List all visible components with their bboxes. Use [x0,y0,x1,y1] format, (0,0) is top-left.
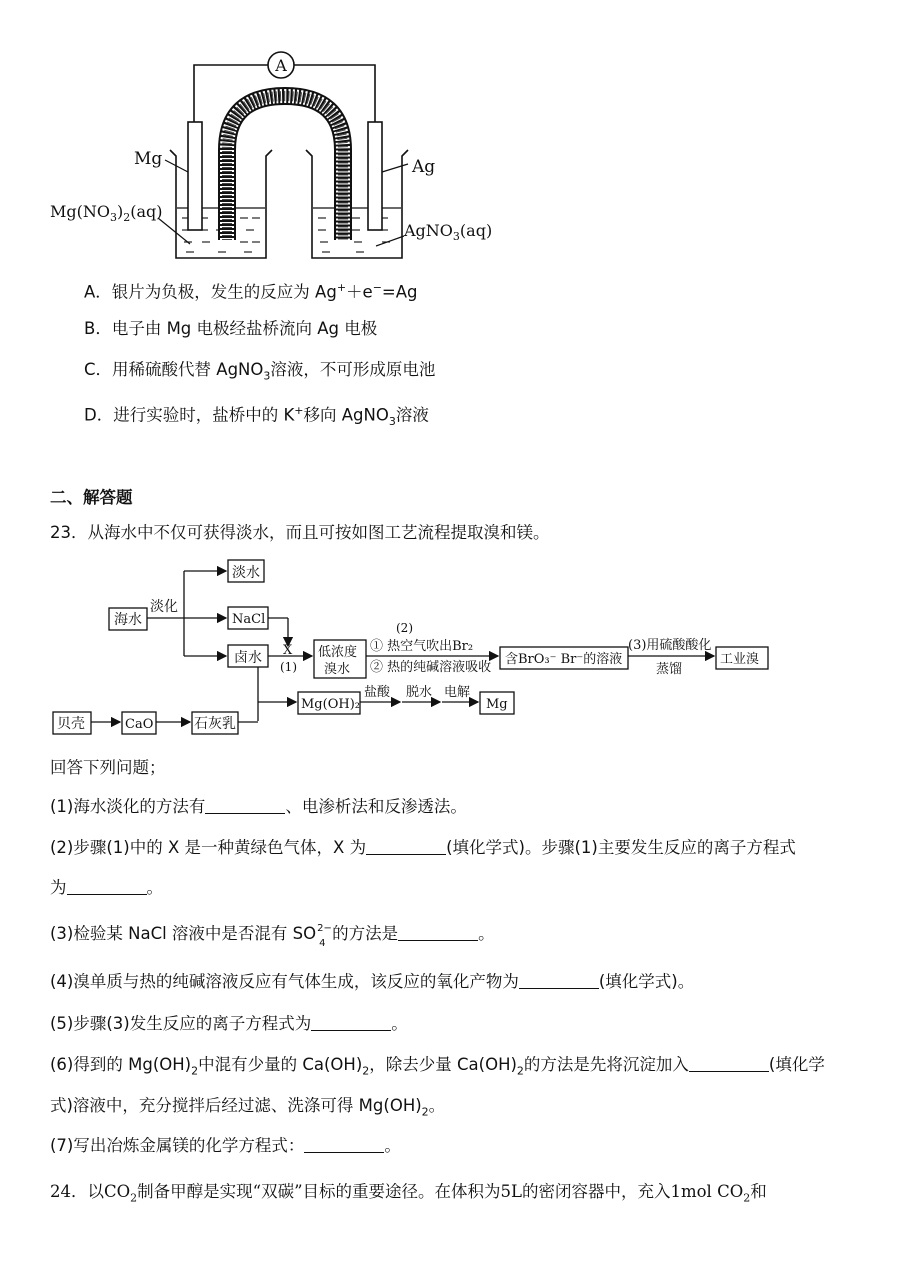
question-24-stem: 24．以$CO_2$制备甲醇是实现“双碳”目标的重要途径。在体积为5L的密闭容器中，充入1mol $CO_2$和 [50,1182,767,1205]
q23-part1: (1)海水淡化的方法有 、电渗析法和反渗透法。 [50,797,467,816]
answer-blank[interactable] [311,1012,391,1031]
label-op1: ① 热空气吹出Br₂ [370,639,474,654]
answer-blank[interactable] [519,970,599,989]
question-23-stem: 23．从海水中不仅可获得淡水，而且可按如图工艺流程提取溴和镁。 [50,523,550,542]
answer-blank[interactable] [304,1134,384,1153]
node-mixed-solution: 含BrO₃⁻ Br⁻的溶液 [505,652,623,667]
node-shell: 贝壳 [57,716,85,732]
node-low-bromine-1: 低浓度 [318,645,358,660]
label-op3a: (3)用硫酸酸化 [628,638,712,653]
process-flow-diagram [50,556,790,746]
option-d: D．进行实验时，盐桥中的 K+移向 AgNO$_3$溶液 [84,404,429,428]
q23-part6: (6)得到的 $Mg(OH)_2$中混有少量的 $Ca(OH)_2$，除去少量 $Ca(OH)_2$的方法是先将沉淀加入 (填化学 [50,1055,825,1078]
label-hcl: 盐酸 [364,685,391,700]
option-b: B．电子由 Mg 电极经盐桥流向 Ag 电极 [84,319,378,338]
label-op3b: 蒸馏 [656,662,683,677]
q23-part3: (3)检验某 NaCl 溶液中是否混有 SO 2− 4 的方法是 。 [50,923,495,949]
node-lime-milk: 石灰乳 [194,716,236,732]
q23-part5: (5)步骤(3)发生反应的离子方程式为 。 [50,1014,408,1033]
q23-part4: (4)溴单质与热的纯碱溶液反应有气体生成，该反应的氧化产物为 (填化学式)。 [50,972,695,991]
label-x: X [283,643,293,658]
answer-prompt: 回答下列问题； [50,758,166,777]
answer-blank[interactable] [67,876,147,895]
q23-part6-cont: 式)溶液中，充分搅拌后经过滤、洗涤可得 $Mg(OH)_2$。 [50,1096,446,1119]
ag-electrode-label: Ag [412,157,436,177]
ag-solution-label: AgNO$_3$(aq) [404,221,493,243]
node-cao: CaO [125,717,154,732]
node-seawater: 海水 [114,612,142,628]
node-mgoh2: Mg(OH)₂ [301,697,360,712]
answer-blank[interactable] [205,795,285,814]
answer-blank[interactable] [398,922,478,941]
node-low-bromine-2: 溴水 [324,662,351,677]
node-nacl: NaCl [232,612,266,627]
label-step1: (1) [280,660,297,674]
galvanic-cell-figure [40,40,520,270]
label-op2: ② 热的纯碱溶液吸收 [370,660,492,675]
label-electrolysis: 电解 [444,685,471,700]
option-a: A．银片为负极，发生的反应为 Ag+＋e−=Ag [84,281,418,302]
label-step2: (2) [396,621,413,635]
mg-solution-label: $Mg(NO_3)_2(aq)$ [50,202,163,224]
section-title: 二、解答题 [50,488,133,507]
q23-part2-cont: 为 。 [50,878,163,897]
answer-blank[interactable] [366,836,446,855]
node-mg: Mg [486,697,508,712]
option-c: C．用稀硫酸代替 AgNO$_3$溶液，不可形成原电池 [84,360,436,383]
q23-part7: (7)写出冶炼金属镁的化学方程式： 。 [50,1136,401,1155]
label-dehydrate: 脱水 [406,685,433,700]
node-fresh-water: 淡水 [232,565,260,581]
q23-part2: (2)步骤(1)中的 X 是一种黄绿色气体，X 为 (填化学式)。步骤(1)主要发生反应的离子方程式 [50,838,796,857]
ammeter-label: A [275,56,287,75]
mg-electrode-label: Mg [134,149,163,169]
answer-blank[interactable] [689,1053,769,1072]
node-industrial-bromine: 工业溴 [720,652,760,667]
label-desalination: 淡化 [150,599,178,615]
node-brine: 卤水 [234,650,262,666]
